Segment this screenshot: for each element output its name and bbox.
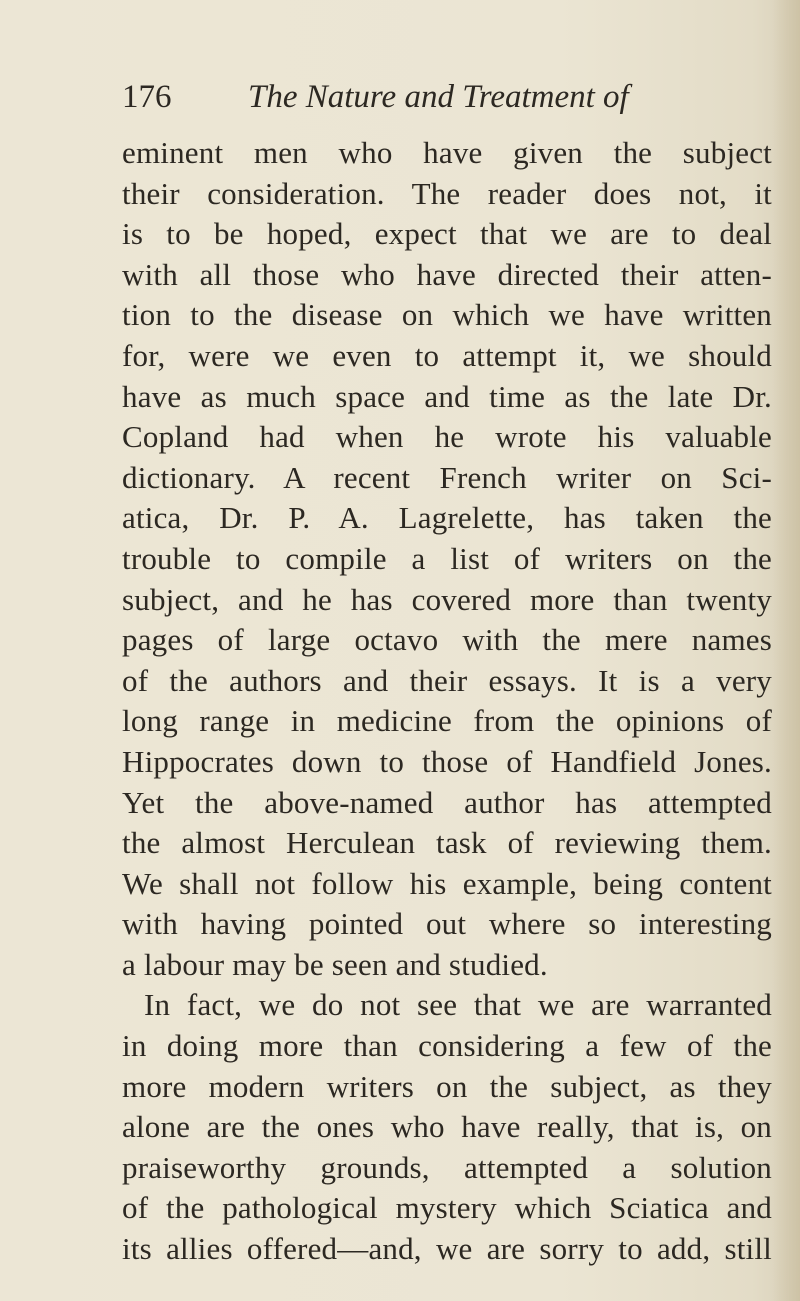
text-line: pages of large octavo with the mere names <box>122 622 772 658</box>
text-line: their consideration. The reader does not, it <box>122 175 772 211</box>
text-line: in doing more than considering a few of the <box>122 1028 772 1064</box>
text-line: We shall not follow his example, being content <box>122 865 772 901</box>
text-line: Yet the above-named author has attempted <box>122 784 772 820</box>
text-line: with all those who have directed their atten- <box>122 256 772 292</box>
text-line: more modern writers on the subject, as they <box>122 1068 772 1104</box>
text-line: have as much space and time as the late Dr. <box>122 378 772 414</box>
body-text <box>122 133 772 1270</box>
text-line: atica, Dr. P. A. Lagrelette, has taken the <box>122 500 772 536</box>
text-line: alone are the ones who have really, that is, on <box>122 1109 772 1145</box>
text-line: Hippocrates down to those of Handfield Jones. <box>122 743 772 779</box>
text-line: praiseworthy grounds, attempted a solution <box>122 1149 772 1185</box>
text-line: of the authors and their essays. It is a very <box>122 662 772 698</box>
text-line: the almost Herculean task of reviewing them. <box>122 825 772 861</box>
text-line: of the pathological mystery which Sciatica and <box>122 1190 772 1226</box>
running-head <box>122 72 629 122</box>
text-line: its allies offered—and, we are sorry to add, still <box>122 1231 772 1267</box>
text-line: is to be hoped, expect that we are to deal <box>122 216 772 252</box>
page-edge-shadow <box>772 0 800 1301</box>
paragraph-start-line: In fact, we do not see that we are warranted <box>144 987 772 1023</box>
text-line: long range in medicine from the opinions of <box>122 703 772 739</box>
text-line: trouble to compile a list of writers on the <box>122 540 772 576</box>
text-line: Copland had when he wrote his valuable <box>122 419 772 455</box>
page-number: 176 <box>122 79 172 115</box>
text-line: dictionary. A recent French writer on Sci- <box>122 459 772 495</box>
running-title: The Nature and Treatment of <box>248 79 629 115</box>
text-line: for, were we even to attempt it, we should <box>122 337 772 373</box>
text-line: with having pointed out where so interesting <box>122 906 772 942</box>
text-line: a labour may be seen and studied. <box>122 946 548 982</box>
text-line: eminent men who have given the subject <box>122 135 772 170</box>
text-line: tion to the disease on which we have written <box>122 297 772 333</box>
text-line: subject, and he has covered more than twenty <box>122 581 772 617</box>
